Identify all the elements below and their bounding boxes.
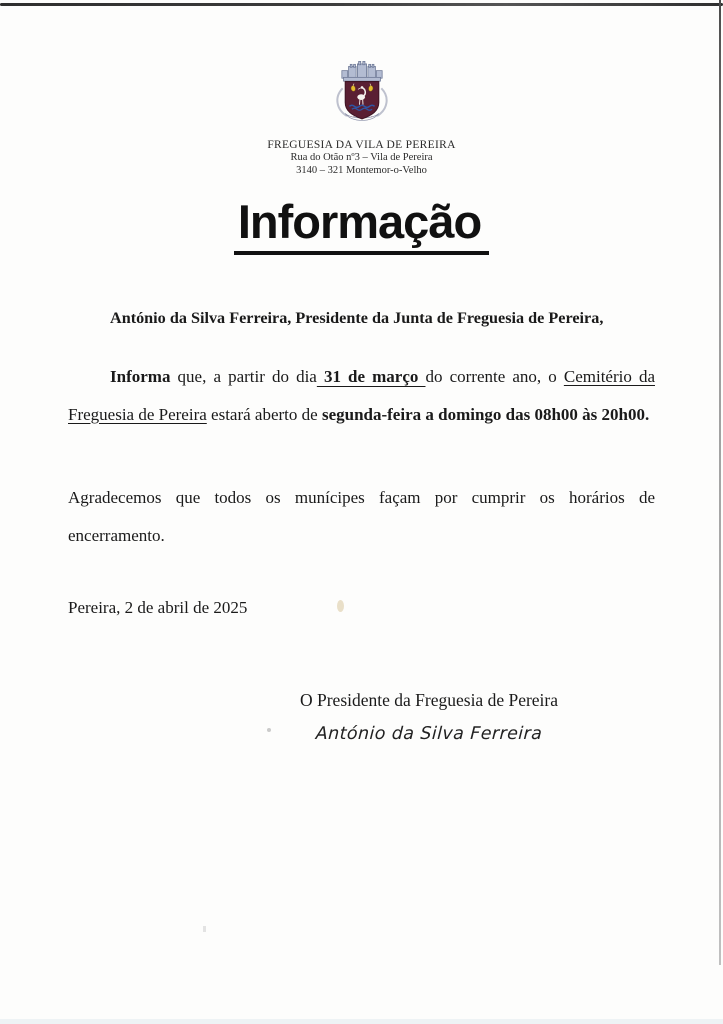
- org-name: FREGUESIA DA VILA DE PEREIRA: [267, 139, 456, 151]
- schedule-bold: segunda-feira a domingo das 08h00 às 20h00.: [321, 404, 650, 424]
- thanks-paragraph: Agradecemos que todos os munícipes façam por cumprir os horários de encerramento.: [68, 488, 655, 545]
- scan-speck: [337, 600, 344, 612]
- scan-artifact-right-edge: [719, 0, 721, 965]
- org-address-line2: 3140 – 321 Montemor-o-Velho: [296, 164, 427, 176]
- letterhead: [0, 56, 723, 177]
- scan-speck: [203, 926, 206, 932]
- signature-name: António da Silva Ferreira: [315, 723, 543, 744]
- middle-text: estará aberto de: [206, 404, 322, 424]
- document-body: [68, 309, 655, 744]
- date-line: Pereira, 2 de abril de 2025: [68, 597, 248, 617]
- signature-role: O Presidente da Freguesia de Pereira: [299, 689, 559, 710]
- mural-crown: [341, 61, 381, 81]
- document-title-text: Informação: [234, 197, 489, 255]
- after-date-text: do corrente ano, o: [425, 367, 564, 387]
- coat-of-arms-icon: [320, 56, 404, 134]
- scan-artifact-top-edge: [0, 3, 723, 6]
- scan-artifact-bottom-band: [0, 1019, 723, 1024]
- signature-block: [223, 690, 635, 744]
- main-paragraph: [68, 358, 655, 433]
- date-underlined: 31 de março: [316, 367, 426, 387]
- document-title: [0, 197, 723, 255]
- informa-label: Informa: [110, 367, 171, 387]
- intro-paragraph: António da Silva Ferreira, Presidente da Junta de Freguesia de Pereira,: [110, 309, 604, 328]
- org-address-line1: Rua do Otão nº3 – Vila de Pereira: [290, 152, 433, 163]
- after-informa-text: que, a partir do dia: [170, 367, 317, 387]
- cemetery-underlined: Cemitério da Freguesia de Pereira: [68, 367, 655, 424]
